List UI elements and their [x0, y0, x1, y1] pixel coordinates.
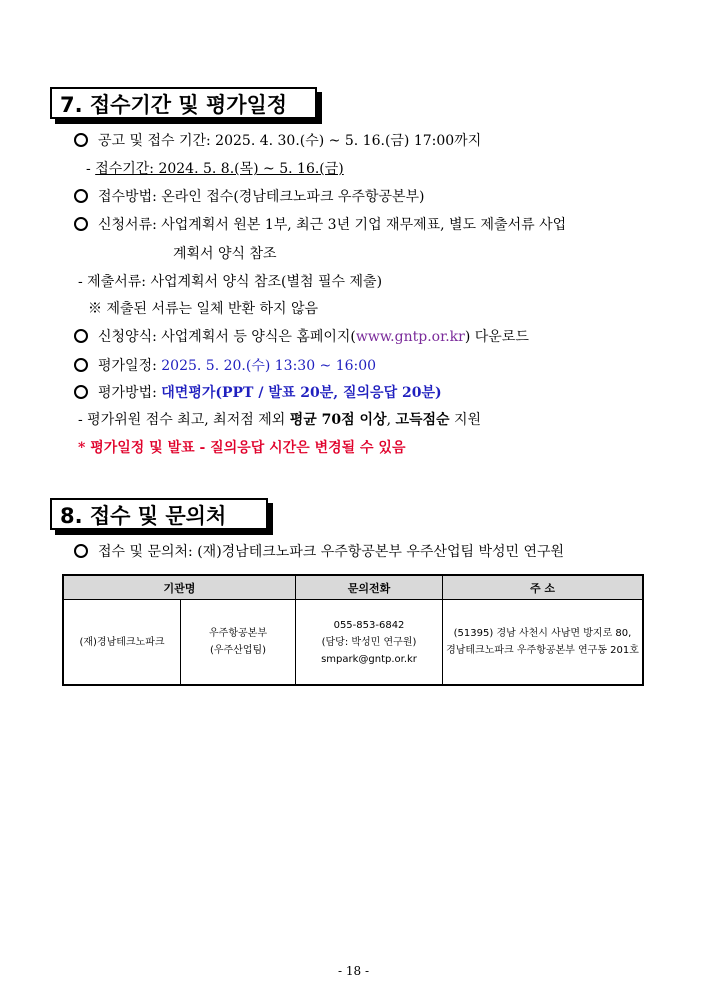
list-item: 신청양식: 사업계획서 등 양식은 홈페이지(www.gntp.or.kr) 다운로드 [74, 327, 529, 347]
circle-bullet-icon [74, 329, 88, 343]
contact-intro: 접수 및 문의처: (재)경남테크노파크 우주항공본부 우주산업팀 박성민 연구원 [74, 542, 564, 562]
header-phone: 문의전화 [296, 575, 443, 600]
circle-bullet-icon [74, 385, 88, 399]
section-7-title: 7. 접수기간 및 평가일정 [50, 87, 317, 119]
list-item: 접수방법: 온라인 접수(경남테크노파크 우주항공본부) [74, 187, 425, 207]
phone-cell [296, 600, 443, 686]
header-org: 기관명 [63, 575, 296, 600]
notice-text: * 평가일정 및 발표 - 질의응답 시간은 변경될 수 있음 [78, 440, 406, 456]
list-item: - 접수기간: 2024. 5. 8.(목) ~ 5. 16.(금) [86, 161, 344, 177]
dept-line: 우주항공본부 [209, 628, 267, 639]
list-item: ※ 제출된 서류는 일체 반환 하지 않음 [88, 301, 319, 317]
contact-table [62, 574, 644, 686]
circle-bullet-icon [74, 189, 88, 203]
address-cell [443, 600, 644, 686]
circle-bullet-icon [74, 544, 88, 558]
address-line: 경남테크노파크 우주항공본부 연구동 201호 [446, 645, 639, 656]
list-item: 평가방법: 대면평가(PPT / 발표 20분, 질의응답 20분) [74, 383, 442, 403]
list-item: 계획서 양식 참조 [173, 246, 277, 262]
dept-line: (우주산업팀) [209, 645, 267, 656]
circle-bullet-icon [74, 133, 88, 147]
table-row [63, 600, 643, 686]
homepage-link[interactable]: www.gntp.or.kr [355, 329, 465, 345]
page-number: - 18 - [337, 964, 369, 978]
dept-cell [181, 600, 296, 686]
circle-bullet-icon [74, 358, 88, 372]
list-item: 평가일정: 2025. 5. 20.(수) 13:30 ~ 16:00 [74, 356, 376, 376]
header-address: 주 소 [443, 575, 644, 600]
phone-number: 055-853-6842 [333, 619, 405, 631]
contact-person: (담당: 박성민 연구원) [321, 636, 417, 648]
address-line: (51395) 경남 사천시 사남면 방지로 80, [453, 628, 632, 639]
list-item: 공고 및 접수 기간: 2025. 4. 30.(수) ~ 5. 16.(금) 17:00까지 [74, 131, 481, 151]
list-item: 신청서류: 사업계획서 원본 1부, 최근 3년 기업 재무제표, 별도 제출서류 사업 [74, 215, 566, 235]
list-item: - 평가위원 점수 최고, 최저점 제외 평균 70점 이상, 고득점순 지원 [78, 412, 482, 428]
section-8-title: 8. 접수 및 문의처 [50, 498, 268, 530]
circle-bullet-icon [74, 217, 88, 231]
org-cell: (재)경남테크노파크 [63, 600, 181, 686]
list-item: - 제출서류: 사업계획서 양식 참조(별첨 필수 제출) [78, 274, 383, 290]
email-link[interactable]: smpark@gntp.or.kr [321, 653, 417, 665]
